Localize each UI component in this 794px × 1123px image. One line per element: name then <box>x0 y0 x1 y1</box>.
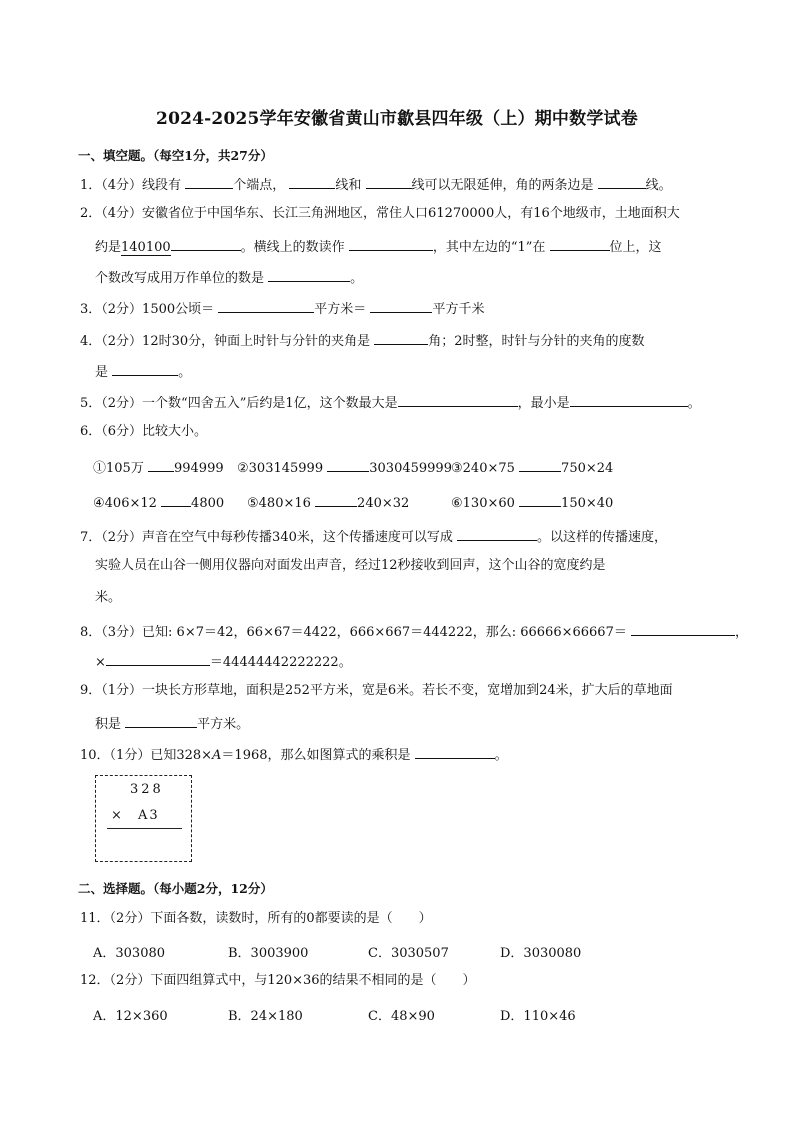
q11-option-b: B．3003900 <box>228 946 309 961</box>
q11-option-d: D．3030080 <box>500 946 582 961</box>
compare-blank <box>315 492 357 507</box>
question-5 <box>80 392 701 413</box>
q8-blank-2 <box>106 651 210 666</box>
compare-blank <box>519 492 561 507</box>
question-3 <box>80 298 484 319</box>
q5-blank-2 <box>570 392 688 407</box>
q8-text-a: 8．（3分）已知: 6×7＝42，66×67＝4422，666×667＝444222，那么: 66666×66667＝ <box>80 625 627 640</box>
question-12-stem: 12．（2分）下面四组算式中，与120×36的结果不相同的是（ ） <box>80 973 476 988</box>
q2-text-e: 个数改写成用万作单位的数是 <box>95 271 265 286</box>
question-10 <box>80 744 508 765</box>
diagram-times-sign: × <box>111 808 122 823</box>
question-9-line-2 <box>95 713 249 734</box>
item-mark: ⑤ <box>247 496 259 511</box>
q2-text-b: 。横线上的数读作 <box>240 240 345 255</box>
compare-item-5 <box>247 492 409 511</box>
q11-option-a: A．303080 <box>93 946 166 961</box>
question-7-line-1 <box>80 526 667 547</box>
item-right: 4800 <box>191 496 225 511</box>
q1-text-e: 线。 <box>645 178 672 193</box>
q12-option-b: B．24×180 <box>228 1009 303 1024</box>
item-left: 480×16 <box>258 496 311 511</box>
item-left: 240×75 <box>462 461 515 476</box>
q3-text-b: 平方米＝ <box>314 302 367 317</box>
question-8-line-1 <box>80 621 748 642</box>
item-mark: ① <box>93 461 107 476</box>
item-right: 994999 <box>173 461 224 476</box>
question-8-line-2 <box>95 651 352 672</box>
q3-blank-1 <box>218 298 314 313</box>
q5-text-b: ，最小是 <box>517 396 570 411</box>
q9-text-a: 积是 <box>95 717 122 732</box>
q4-text-d: 。 <box>178 365 192 380</box>
item-left: 303145999 <box>248 461 324 476</box>
q10-text-b: ＝1968，那么如图算式的乘积是 <box>221 748 411 763</box>
q11-option-c: C．3030507 <box>368 946 449 961</box>
q1-text-d: 线可以无限延伸，角的两条边是 <box>411 178 594 193</box>
q1-text-c: 线和 <box>335 178 362 193</box>
item-mark: ④ <box>93 496 105 511</box>
item-mark: ⑥ <box>451 496 463 511</box>
question-11-stem: 11．（2分）下面各数，读数时，所有的0都要读的是（ ） <box>80 911 432 926</box>
compare-item-2 <box>237 457 452 476</box>
diagram-rule-line <box>107 828 182 829</box>
q3-blank-2 <box>370 298 432 313</box>
q2-text-d: 位上，这 <box>609 240 662 255</box>
q2-number: 140100 <box>121 240 171 255</box>
q2-text-f: 。 <box>350 271 364 286</box>
q2-number-underline <box>171 236 241 251</box>
question-4-line-2 <box>95 361 191 382</box>
question-2-line-1: 2．（4分）安徽省位于中国华东、长江三角洲地区，常住人口61270000人，有16个地级市，土地面积大 <box>80 206 680 221</box>
q1-text-b: 个端点， <box>233 178 286 193</box>
q10-variable: A <box>212 748 222 763</box>
q1-blank-4 <box>598 174 646 189</box>
q9-text-b: 平方米。 <box>197 717 250 732</box>
compare-blank <box>161 492 191 507</box>
question-4-line-1 <box>80 330 645 351</box>
item-left: 130×60 <box>462 496 515 511</box>
diagram-multiplier: A3 <box>138 808 160 823</box>
q8-blank-1 <box>631 621 735 636</box>
question-6-stem: 6．（6分）比较大小。 <box>80 424 208 439</box>
question-2-line-3 <box>95 267 363 288</box>
q9-blank-1 <box>125 713 197 728</box>
q2-text-a: 约是 <box>95 240 122 255</box>
question-7-line-2: 实验人员在山谷一侧用仪器向对面发出声音，经过12秒接收到回声，这个山谷的宽度约是 <box>95 558 606 573</box>
q1-blank-1 <box>185 174 233 189</box>
q4-blank-2 <box>112 361 178 376</box>
q4-text-a: 4．（2分）12时30分，钟面上时针与分针的夹角是 <box>80 334 371 349</box>
section-2-heading: 二、选择题。（每小题2分，12分） <box>78 881 273 896</box>
q5-blank-1 <box>398 392 518 407</box>
q4-text-c: 是 <box>95 365 109 380</box>
q7-blank-1 <box>457 526 537 541</box>
compare-blank <box>327 457 369 472</box>
q10-text-a: 10．（1分）已知328× <box>80 748 213 763</box>
question-7-line-3: 米。 <box>95 590 122 605</box>
item-right: 750×24 <box>561 461 614 476</box>
item-right: 3030459999 <box>369 461 452 476</box>
q7-text-b: 。以这样的传播速度， <box>537 530 668 545</box>
section-1-heading: 一、填空题。（每空1分，共27分） <box>78 148 273 163</box>
q10-text-c: 。 <box>494 748 508 763</box>
q5-text-c: 。 <box>687 396 701 411</box>
q12-option-d: D．110×46 <box>500 1009 576 1024</box>
q2-blank-3 <box>268 267 350 282</box>
q1-text-a: 1．（4分）线段有 <box>80 178 182 193</box>
diagram-multiplicand: 328 <box>130 782 164 797</box>
q2-blank-1 <box>349 236 433 251</box>
question-2-line-2 <box>95 236 662 257</box>
q4-text-b: 角；2时整，时针与分针的夹角的度数 <box>428 334 645 349</box>
item-mark: ② <box>237 461 249 476</box>
q8-text-c: × <box>95 655 106 670</box>
q7-text-a: 7．（2分）声音在空气中每秒传播340米，这个传播速度可以写成 <box>80 530 453 545</box>
item-right: 150×40 <box>561 496 614 511</box>
q2-text-c: ，其中左边的“1”在 <box>432 240 546 255</box>
item-mark: ③ <box>451 461 463 476</box>
q2-blank-2 <box>550 236 610 251</box>
q8-text-d: ＝44444442222222。 <box>209 655 352 670</box>
compare-item-6 <box>451 492 613 511</box>
question-9-line-1: 9．（1分）一块长方形草地，面积是252平方米，宽是6米。若长不变，宽增加到24米，扩大后的草地面 <box>80 683 673 698</box>
q4-blank-1 <box>374 330 428 345</box>
multiplication-diagram <box>95 775 192 862</box>
q1-blank-3 <box>366 174 412 189</box>
item-right: 240×32 <box>357 496 410 511</box>
item-left: 105万 <box>106 461 144 476</box>
q5-text-a: 5．（2分）一个数“四舍五入”后约是1亿，这个数最大是 <box>80 396 398 411</box>
question-1 <box>80 174 672 195</box>
q3-text-c: 平方千米 <box>432 302 485 317</box>
q12-option-c: C．48×90 <box>368 1009 435 1024</box>
compare-blank <box>148 457 174 472</box>
compare-item-3 <box>451 457 613 476</box>
q12-option-a: A．12×360 <box>93 1009 168 1024</box>
q1-blank-2 <box>289 174 335 189</box>
compare-blank <box>519 457 561 472</box>
q10-blank-1 <box>415 744 495 759</box>
item-left: 406×12 <box>104 496 157 511</box>
q3-text-a: 3．（2分）1500公顷＝ <box>80 302 215 317</box>
q8-text-b: ， <box>735 625 749 640</box>
exam-title: 2024-2025学年安徽省黄山市歙县四年级（上）期中数学试卷 <box>156 109 638 129</box>
compare-item-1 <box>93 457 224 476</box>
compare-item-4 <box>93 492 224 511</box>
